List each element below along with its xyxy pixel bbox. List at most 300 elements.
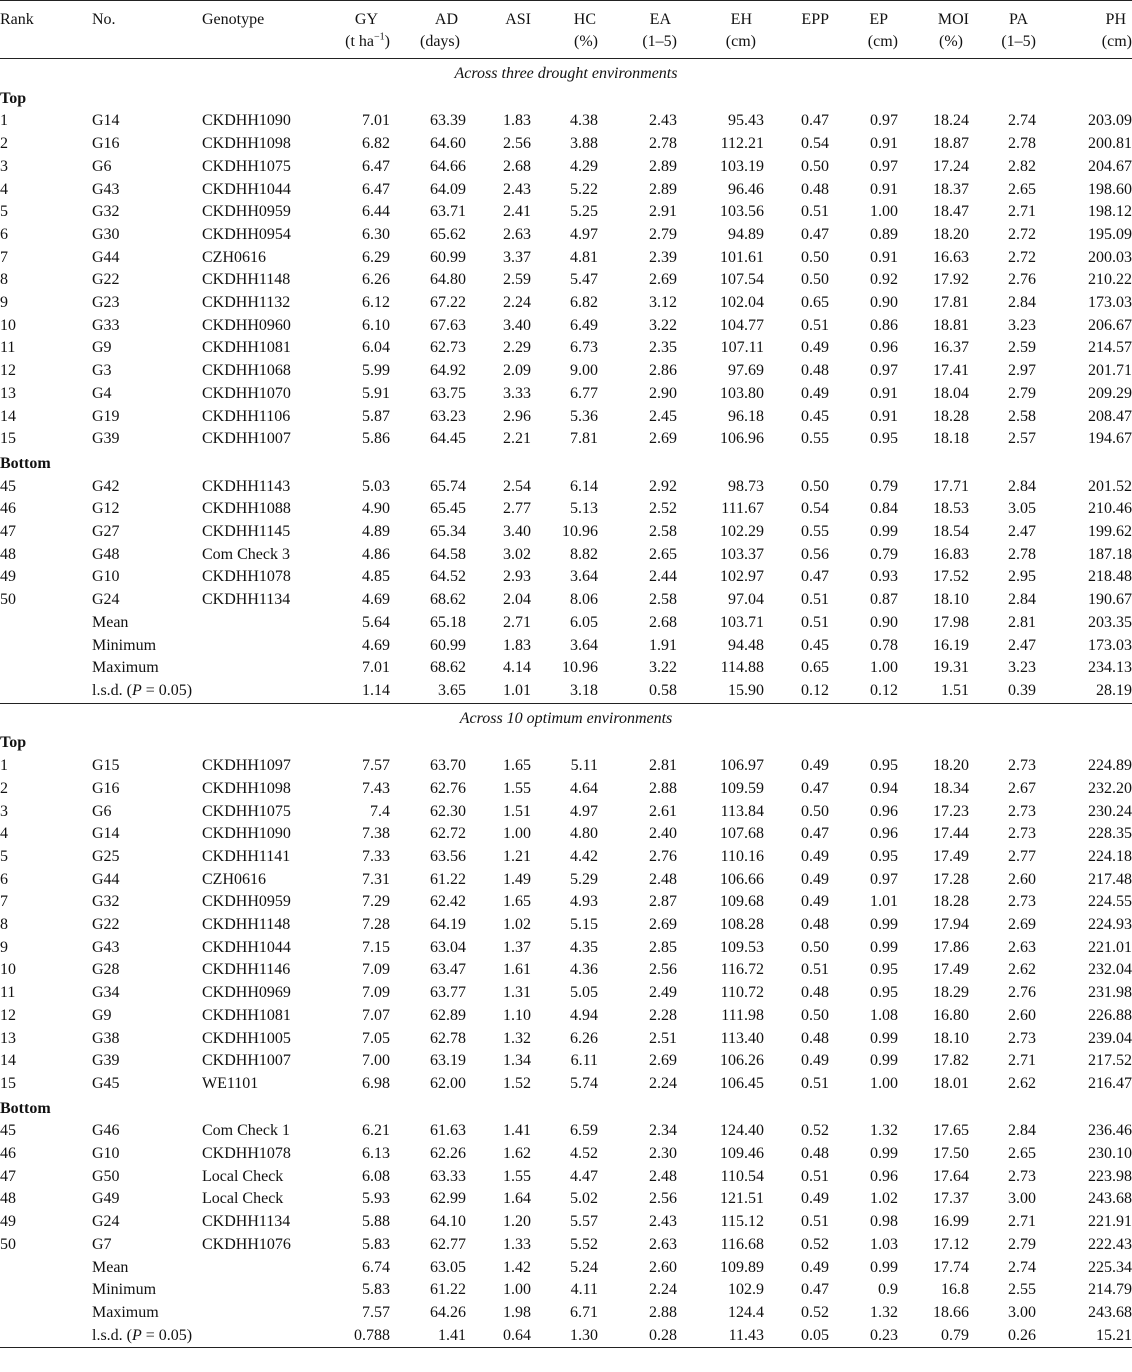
table-cell: 15 <box>0 1074 16 1092</box>
summary-cell: 1.98 <box>503 1303 531 1321</box>
table-cell: 102.97 <box>720 568 764 586</box>
table-cell: 2.40 <box>649 825 677 843</box>
table-cell: 2.43 <box>649 1213 677 1231</box>
summary-cell: 7.01 <box>362 659 390 677</box>
table-cell: 64.80 <box>430 271 466 289</box>
lsd-cell: 0.12 <box>801 681 829 699</box>
table-cell: 214.57 <box>1088 339 1132 357</box>
table-cell: 64.66 <box>430 157 466 175</box>
table-cell: 5.87 <box>362 407 390 425</box>
table-cell: 0.91 <box>870 180 898 198</box>
table-cell: G15 <box>92 757 120 775</box>
table-cell: 2.43 <box>503 180 531 198</box>
table-row <box>0 846 1132 869</box>
table-cell: 13 <box>0 1029 16 1047</box>
table-cell: 61.22 <box>430 870 466 888</box>
table-cell: 103.56 <box>720 203 764 221</box>
table-cell: 2.79 <box>1008 384 1036 402</box>
table-cell: 18.01 <box>933 1074 969 1092</box>
table-cell: 0.55 <box>801 430 829 448</box>
table-cell: 4.93 <box>570 893 598 911</box>
table-cell: 231.98 <box>1088 984 1132 1002</box>
table-cell: Com Check 3 <box>202 545 290 563</box>
table-cell: 2.69 <box>1008 916 1036 934</box>
table-cell: 2.48 <box>649 1167 677 1185</box>
lsd-label-post: = 0.05) <box>141 1326 193 1344</box>
table-cell: 10.96 <box>562 523 598 541</box>
table-cell: 0.51 <box>801 1074 829 1092</box>
table-cell: 97.69 <box>728 362 764 380</box>
table-cell: 2.58 <box>649 591 677 609</box>
summary-cell: 3.22 <box>649 659 677 677</box>
table-cell: 1 <box>0 112 8 130</box>
table-cell: 62.00 <box>430 1074 466 1092</box>
summary-cell: 1.32 <box>870 1303 898 1321</box>
table-cell: 50 <box>0 591 16 609</box>
table-cell: 228.35 <box>1088 825 1132 843</box>
table-cell: 0.47 <box>801 779 829 797</box>
table-cell: 2.76 <box>649 847 677 865</box>
table-cell: 2.47 <box>1008 523 1036 541</box>
table-cell: 2.78 <box>1008 545 1036 563</box>
table-cell: CKDHH1005 <box>202 1029 291 1047</box>
table-cell: 6.12 <box>362 294 390 312</box>
table-cell: 2.09 <box>503 362 531 380</box>
table-cell: 7.31 <box>362 870 390 888</box>
lsd-label-pre: l.s.d. ( <box>92 681 132 699</box>
table-row <box>0 1188 1132 1211</box>
table-cell: 0.50 <box>801 1006 829 1024</box>
lsd-cell: 3.65 <box>438 681 466 699</box>
table-cell: 1.02 <box>503 916 531 934</box>
table-cell: CKDHH1143 <box>202 477 291 495</box>
table-cell: 2.58 <box>649 523 677 541</box>
table-row <box>0 224 1132 247</box>
table-cell: G12 <box>92 500 120 518</box>
table-cell: 2.97 <box>1008 362 1036 380</box>
table-cell: 224.18 <box>1088 847 1132 865</box>
table-cell: 2 <box>0 779 8 797</box>
table-cell: 0.79 <box>870 477 898 495</box>
lsd-row <box>0 680 1132 703</box>
table-cell: 7.09 <box>362 961 390 979</box>
table-cell: 2.84 <box>1008 1122 1036 1140</box>
table-row <box>0 406 1132 429</box>
table-cell: 0.47 <box>801 112 829 130</box>
table-cell: G14 <box>92 112 120 130</box>
table-cell: CKDHH0959 <box>202 893 291 911</box>
table-cell: G32 <box>92 203 120 221</box>
table-row <box>0 823 1132 846</box>
table-cell: 3.12 <box>649 294 677 312</box>
table-cell: 2.30 <box>649 1145 677 1163</box>
table-cell: 6.59 <box>570 1122 598 1140</box>
table-cell: G43 <box>92 938 120 956</box>
table-cell: 64.10 <box>430 1213 466 1231</box>
table-cell: 2.73 <box>1008 802 1036 820</box>
table-cell: G33 <box>92 316 120 334</box>
table-cell: 4.64 <box>570 779 598 797</box>
table-cell: 65.62 <box>430 225 466 243</box>
lsd-cell: 0.788 <box>354 1326 390 1344</box>
table-cell: Local Check <box>202 1167 284 1185</box>
table-cell: 203.09 <box>1088 112 1132 130</box>
table-cell: 6.77 <box>570 384 598 402</box>
table-cell: 18.28 <box>933 407 969 425</box>
table-cell: 0.48 <box>801 180 829 198</box>
table-cell: 6.14 <box>570 477 598 495</box>
table-cell: 0.95 <box>870 961 898 979</box>
table-cell: 64.60 <box>430 135 466 153</box>
table-cell: 96.18 <box>728 407 764 425</box>
table-cell: 62.26 <box>430 1145 466 1163</box>
table-cell: 7.38 <box>362 825 390 843</box>
table-cell: 50 <box>0 1235 16 1253</box>
group-label-row <box>0 1096 1132 1121</box>
summary-cell: 17.98 <box>933 613 969 631</box>
summary-cell: 2.60 <box>649 1258 677 1276</box>
table-cell: 18.20 <box>933 757 969 775</box>
table-cell: 17.50 <box>933 1145 969 1163</box>
table-cell: G10 <box>92 568 120 586</box>
table-cell: 0.95 <box>870 847 898 865</box>
table-cell: 6.21 <box>362 1122 390 1140</box>
table-cell: 5.15 <box>570 916 598 934</box>
table-row <box>0 383 1132 406</box>
table-cell: 2.69 <box>649 1052 677 1070</box>
summary-cell: 0.51 <box>801 613 829 631</box>
section-title-row <box>0 59 1132 86</box>
table-cell: 64.09 <box>430 180 466 198</box>
table-row <box>0 891 1132 914</box>
table-cell: 110.16 <box>720 847 764 865</box>
table-cell: 16.37 <box>933 339 969 357</box>
table-cell: G39 <box>92 430 120 448</box>
table-cell: 4.29 <box>570 157 598 175</box>
table-cell: 4.38 <box>570 112 598 130</box>
summary-cell: 3.64 <box>570 636 598 654</box>
table-cell: 6.13 <box>362 1145 390 1163</box>
table-row <box>0 201 1132 224</box>
table-cell: 0.49 <box>801 1190 829 1208</box>
table-cell: 0.90 <box>870 294 898 312</box>
table-cell: 2.79 <box>1008 1235 1036 1253</box>
table-cell: 7 <box>0 248 8 266</box>
table-cell: 2.65 <box>1008 180 1036 198</box>
table-row <box>0 1234 1132 1257</box>
table-cell: 230.10 <box>1088 1145 1132 1163</box>
table-cell: 3.22 <box>649 316 677 334</box>
summary-cell: 173.03 <box>1088 636 1132 654</box>
table-cell: 1.55 <box>503 779 531 797</box>
table-cell: 63.75 <box>430 384 466 402</box>
table-cell: 3.88 <box>570 135 598 153</box>
table-cell: 0.50 <box>801 802 829 820</box>
table-cell: 17.64 <box>933 1167 969 1185</box>
table-row <box>0 982 1132 1005</box>
table-cell: CKDHH1134 <box>202 1213 291 1231</box>
table-cell: 46 <box>0 1145 16 1163</box>
section-title-row <box>0 703 1132 730</box>
lsd-cell: 28.19 <box>1096 681 1132 699</box>
table-cell: 2.56 <box>649 1190 677 1208</box>
table-cell: 101.61 <box>720 248 764 266</box>
table-cell: 103.19 <box>720 157 764 175</box>
summary-label: Maximum <box>92 1303 159 1321</box>
table-cell: G30 <box>92 225 120 243</box>
table-cell: CKDHH1075 <box>202 802 291 820</box>
table-cell: 1.37 <box>503 938 531 956</box>
table-cell: 200.03 <box>1088 248 1132 266</box>
table-cell: 0.87 <box>870 591 898 609</box>
table-cell: 62.89 <box>430 1006 466 1024</box>
table-cell: G14 <box>92 825 120 843</box>
table-row <box>0 959 1132 982</box>
table-cell: 65.45 <box>430 500 466 518</box>
lsd-label <box>92 680 316 703</box>
table-cell: 0.56 <box>801 545 829 563</box>
table-cell: 49 <box>0 1213 16 1231</box>
empty-cell <box>0 1257 92 1280</box>
table-cell: 5.29 <box>570 870 598 888</box>
table-cell: 198.60 <box>1088 180 1132 198</box>
summary-label: Minimum <box>92 636 157 654</box>
table-cell: 2.76 <box>1008 984 1036 1002</box>
table-cell: 48 <box>0 1190 16 1208</box>
table-cell: 1.10 <box>503 1006 531 1024</box>
table-cell: 17.44 <box>933 825 969 843</box>
table-cell: 4.42 <box>570 847 598 865</box>
table-cell: 2.48 <box>649 870 677 888</box>
summary-cell: 16.19 <box>933 636 969 654</box>
table-cell: 2.74 <box>1008 112 1036 130</box>
table-cell: 6.47 <box>362 157 390 175</box>
table-cell: 0.99 <box>870 1029 898 1047</box>
table-cell: 4.85 <box>362 568 390 586</box>
table-cell: 2.73 <box>1008 893 1036 911</box>
table-cell: G7 <box>92 1235 112 1253</box>
table-cell: 5.47 <box>570 271 598 289</box>
table-cell: 110.72 <box>720 984 764 1002</box>
table-cell: G42 <box>92 477 120 495</box>
table-body <box>0 59 1132 1348</box>
table-cell: 0.65 <box>801 294 829 312</box>
table-cell: 0.48 <box>801 362 829 380</box>
summary-cell: 0.47 <box>801 1281 829 1299</box>
empty-cell <box>0 612 92 635</box>
table-cell: G50 <box>92 1167 120 1185</box>
table-cell: 65.74 <box>430 477 466 495</box>
table-row <box>0 428 1132 451</box>
table-cell: 208.47 <box>1088 407 1132 425</box>
table-cell: 224.93 <box>1088 916 1132 934</box>
table-cell: 0.99 <box>870 1145 898 1163</box>
table-cell: 0.51 <box>801 961 829 979</box>
table-cell: 18.34 <box>933 779 969 797</box>
table-cell: 8 <box>0 916 8 934</box>
summary-cell: 6.71 <box>570 1303 598 1321</box>
table-cell: 64.58 <box>430 545 466 563</box>
table-cell: 6.26 <box>570 1029 598 1047</box>
table-cell: 2.59 <box>1008 339 1036 357</box>
table-cell: 0.93 <box>870 568 898 586</box>
table-cell: 17.49 <box>933 847 969 865</box>
table-cell: 0.48 <box>801 1029 829 1047</box>
table-cell: 199.62 <box>1088 523 1132 541</box>
table-cell: 8.06 <box>570 591 598 609</box>
table-cell: 0.79 <box>870 545 898 563</box>
table-cell: 1.03 <box>870 1235 898 1253</box>
table-cell: 106.97 <box>720 757 764 775</box>
table-cell: 109.59 <box>720 779 764 797</box>
col-header-gy: GY (t $ha^{-1}$) <box>345 11 390 50</box>
table-cell: 1.64 <box>503 1190 531 1208</box>
table-cell: 3.40 <box>503 523 531 541</box>
table-cell: 65.34 <box>430 523 466 541</box>
table-cell: 0.51 <box>801 1213 829 1231</box>
table-cell: 0.48 <box>801 916 829 934</box>
table-cell: 13 <box>0 384 16 402</box>
table-cell: 5.88 <box>362 1213 390 1231</box>
table-cell: 187.18 <box>1088 545 1132 563</box>
table-cell: 217.52 <box>1088 1052 1132 1070</box>
table-cell: CKDHH1088 <box>202 500 291 518</box>
table-cell: G6 <box>92 802 112 820</box>
table-row <box>0 292 1132 315</box>
table-cell: 12 <box>0 1006 16 1024</box>
table-cell: 17.94 <box>933 916 969 934</box>
table-cell: 7.33 <box>362 847 390 865</box>
table-cell: G10 <box>92 1145 120 1163</box>
table-cell: CKDHH0969 <box>202 984 291 1002</box>
table-cell: 10 <box>0 316 16 334</box>
lsd-cell: 0.28 <box>649 1326 677 1344</box>
table-row <box>0 269 1132 292</box>
table-cell: 63.71 <box>430 203 466 221</box>
lsd-label <box>92 1325 316 1348</box>
table-cell: 47 <box>0 523 16 541</box>
table-cell: 1.00 <box>870 1074 898 1092</box>
table-cell: G32 <box>92 893 120 911</box>
summary-row <box>0 657 1132 680</box>
table-cell: 0.86 <box>870 316 898 334</box>
table-cell: 1.32 <box>870 1122 898 1140</box>
table-cell: 106.26 <box>720 1052 764 1070</box>
summary-cell: 1.42 <box>503 1258 531 1276</box>
table-cell: 64.52 <box>430 568 466 586</box>
table-cell: 7.29 <box>362 893 390 911</box>
table-cell: G9 <box>92 339 112 357</box>
table-cell: 12 <box>0 362 16 380</box>
table-cell: 3.00 <box>1008 1190 1036 1208</box>
summary-cell: 6.05 <box>570 613 598 631</box>
lsd-cell: 1.30 <box>570 1326 598 1344</box>
table-cell: 6.82 <box>570 294 598 312</box>
table-cell: 3.02 <box>503 545 531 563</box>
table-cell: 2.56 <box>503 135 531 153</box>
table-cell: 5.52 <box>570 1235 598 1253</box>
table-cell: 2.87 <box>649 893 677 911</box>
table-cell: 2.57 <box>1008 430 1036 448</box>
table-cell: 47 <box>0 1167 16 1185</box>
table-cell: CKDHH1098 <box>202 135 291 153</box>
table-cell: 62.72 <box>430 825 466 843</box>
table-row <box>0 315 1132 338</box>
table-cell: 6 <box>0 225 8 243</box>
table-row <box>0 498 1132 521</box>
table-cell: 210.22 <box>1088 271 1132 289</box>
group-label-bottom: Bottom <box>0 1099 51 1117</box>
summary-cell: 234.13 <box>1088 659 1132 677</box>
table-cell: 0.49 <box>801 1052 829 1070</box>
table-cell: 48 <box>0 545 16 563</box>
table-row <box>0 110 1132 133</box>
table-cell: 18.18 <box>933 430 969 448</box>
table-cell: 6.82 <box>362 135 390 153</box>
summary-label: Maximum <box>92 659 159 677</box>
table-cell: CKDHH1141 <box>202 847 291 865</box>
table-cell: 1.33 <box>503 1235 531 1253</box>
table-cell: 64.92 <box>430 362 466 380</box>
empty-cell <box>0 1325 92 1348</box>
table-cell: 2.69 <box>649 430 677 448</box>
lsd-cell: 0.05 <box>801 1326 829 1344</box>
group-label-row <box>0 730 1132 755</box>
table-cell: CKDHH1098 <box>202 779 291 797</box>
table-cell: 4.80 <box>570 825 598 843</box>
table-cell: CKDHH1090 <box>202 825 291 843</box>
table-cell: 1.55 <box>503 1167 531 1185</box>
table-cell: 0.95 <box>870 757 898 775</box>
col-header-pa: PA (1–5) <box>1001 11 1036 50</box>
table-cell: 2.84 <box>1008 591 1036 609</box>
table-cell: 4.35 <box>570 938 598 956</box>
summary-cell: 2.81 <box>1008 613 1036 631</box>
table-cell: 103.80 <box>720 384 764 402</box>
table-cell: 0.91 <box>870 135 898 153</box>
table-cell: 1.02 <box>870 1190 898 1208</box>
table-cell: 0.96 <box>870 1167 898 1185</box>
table-cell: 2.76 <box>1008 271 1036 289</box>
table-cell: G16 <box>92 135 120 153</box>
table-cell: 102.04 <box>720 294 764 312</box>
table-cell: 1.65 <box>503 757 531 775</box>
lsd-cell: 0.64 <box>503 1326 531 1344</box>
table-cell: 1.41 <box>503 1122 531 1140</box>
table-cell: 216.47 <box>1088 1074 1132 1092</box>
table-cell: 3.40 <box>503 316 531 334</box>
table-cell: 0.97 <box>870 362 898 380</box>
table-cell: 2.84 <box>1008 477 1036 495</box>
summary-cell: 17.74 <box>933 1258 969 1276</box>
table-cell: 63.39 <box>430 112 466 130</box>
table-cell: 1.32 <box>503 1029 531 1047</box>
summary-cell: 61.22 <box>430 1281 466 1299</box>
table-cell: 243.68 <box>1088 1190 1132 1208</box>
table-cell: 2.04 <box>503 591 531 609</box>
table-cell: 0.96 <box>870 825 898 843</box>
summary-row <box>0 1257 1132 1280</box>
table-cell: 106.96 <box>720 430 764 448</box>
table-cell: 1.01 <box>870 893 898 911</box>
table-cell: G44 <box>92 870 120 888</box>
table-cell: 11 <box>0 339 16 357</box>
table-cell: 1.00 <box>870 203 898 221</box>
table-cell: 49 <box>0 568 16 586</box>
table-cell: 1.62 <box>503 1145 531 1163</box>
table-cell: G22 <box>92 916 120 934</box>
table-cell: 0.91 <box>870 384 898 402</box>
